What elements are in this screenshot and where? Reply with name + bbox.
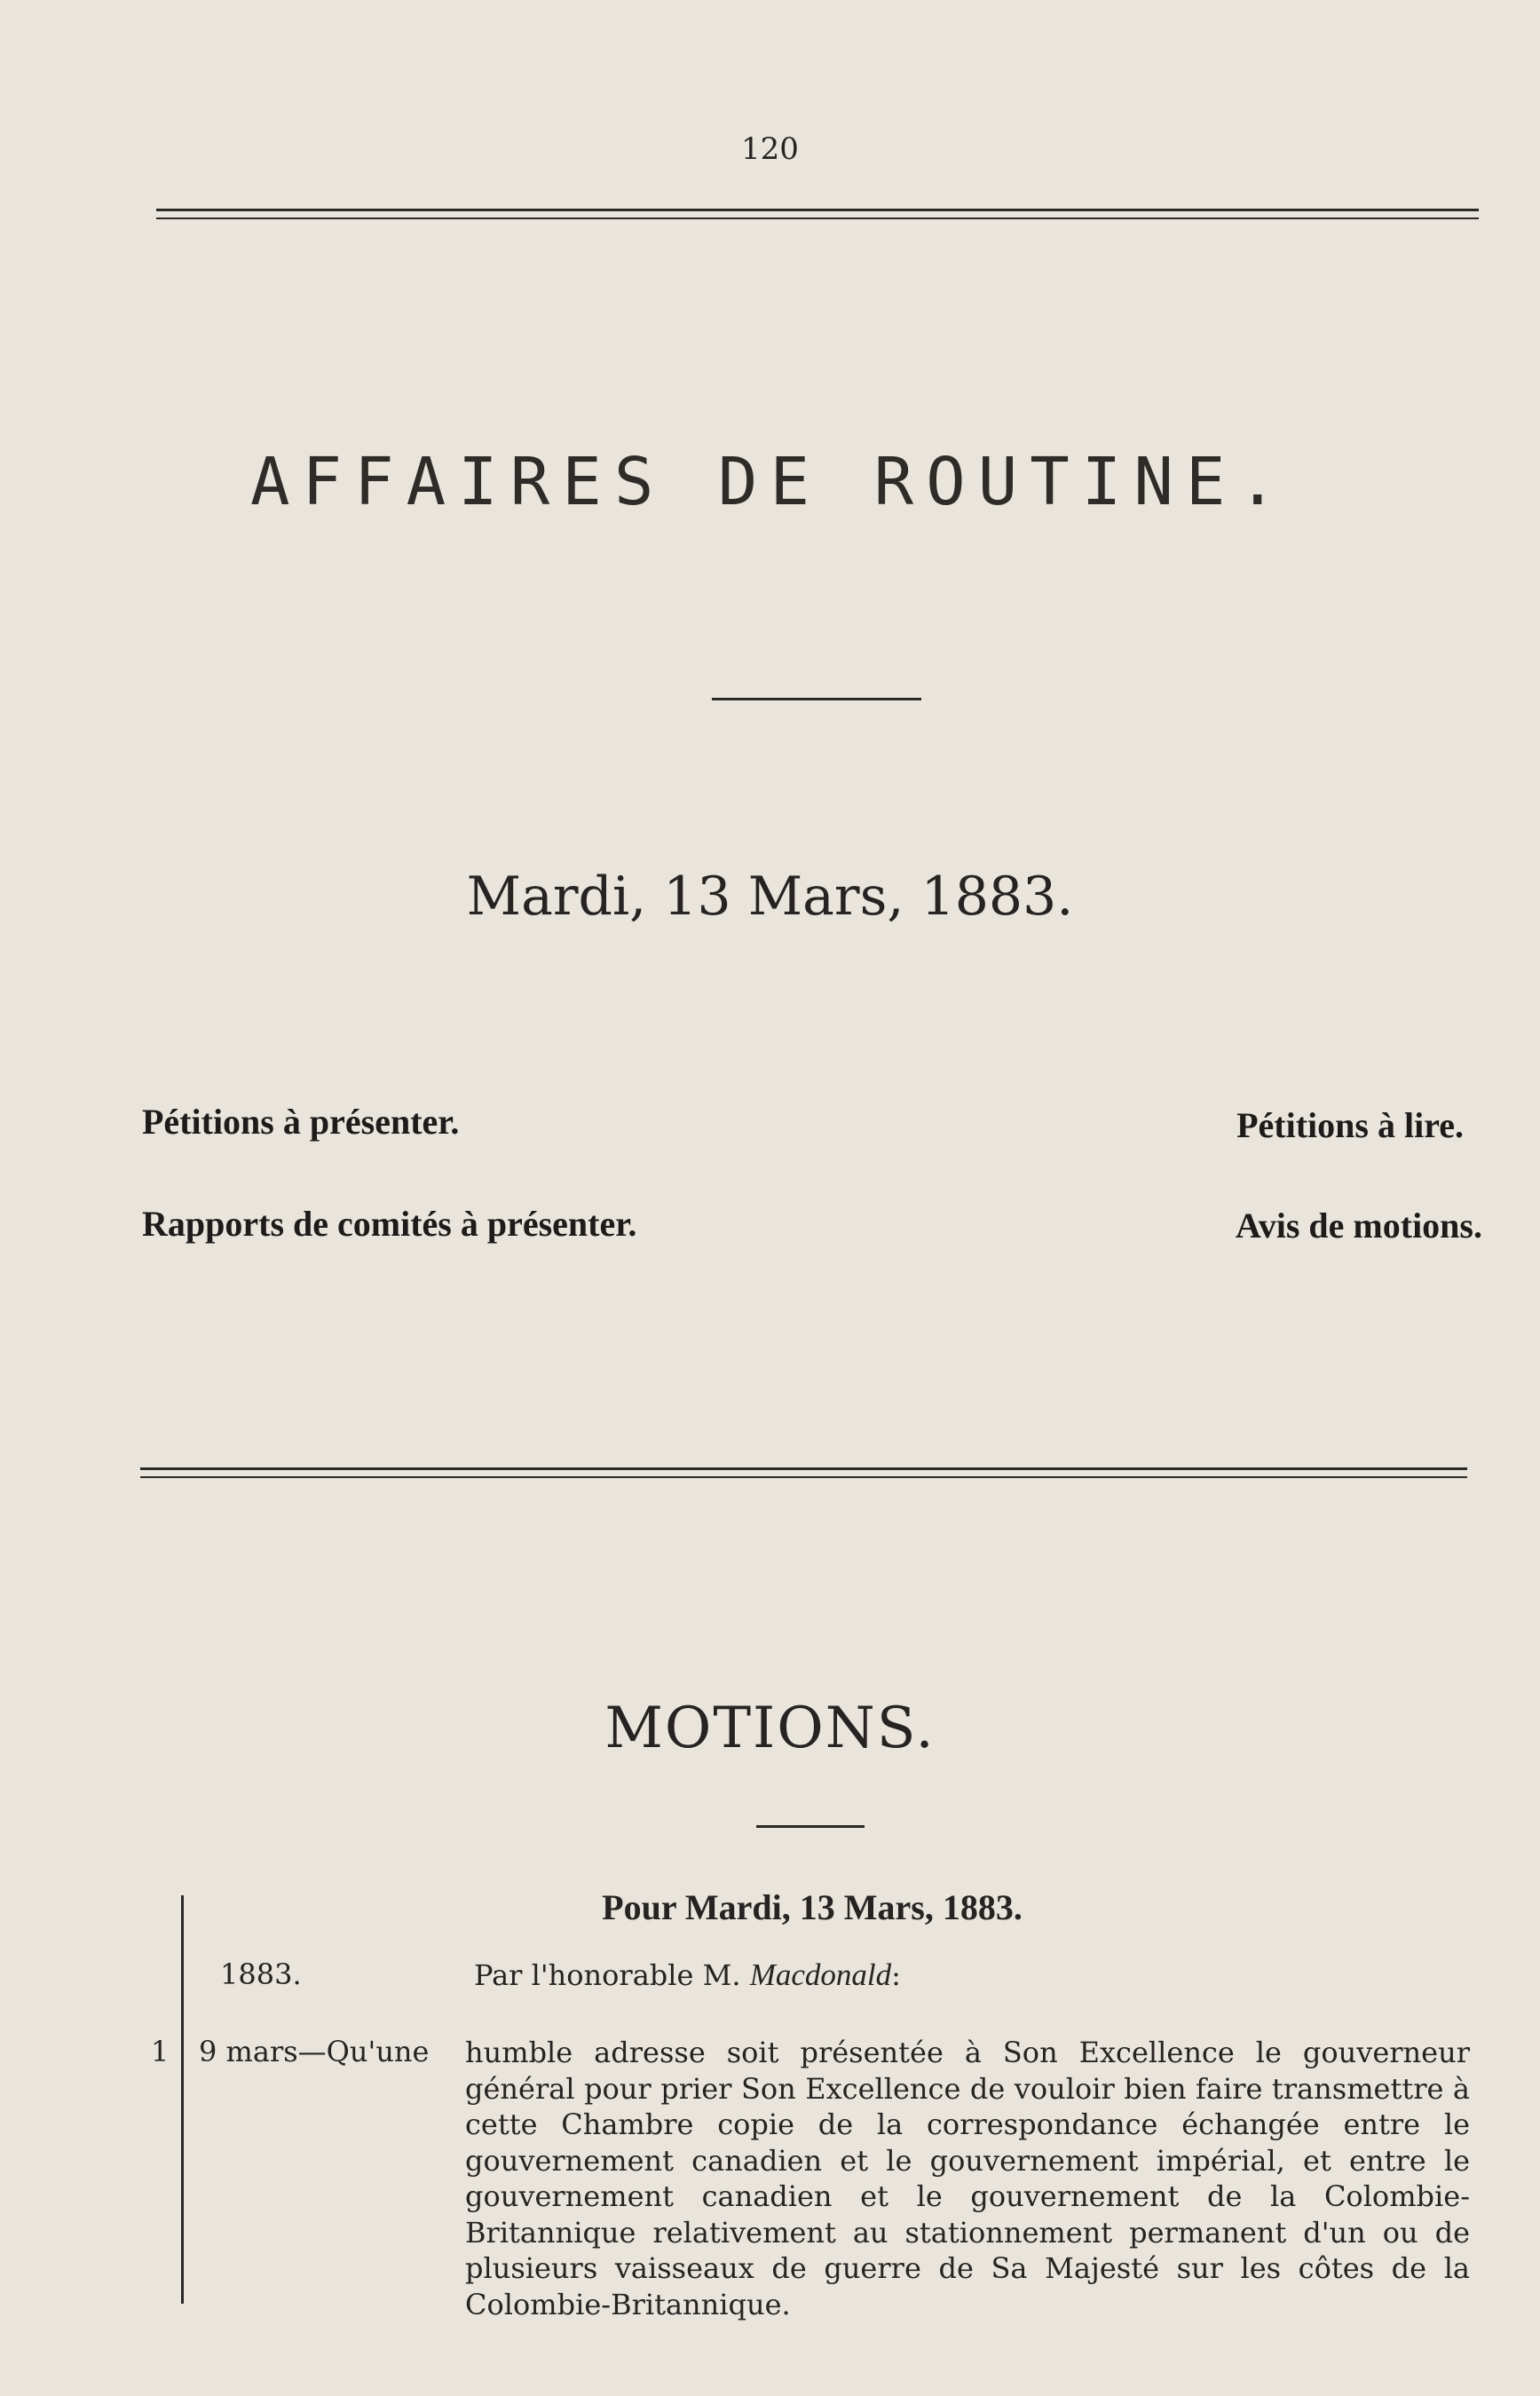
routine-petitions-to-present: Pétitions à présenter.: [142, 1102, 460, 1142]
margin-vertical-rule: [181, 1895, 184, 2304]
routine-committee-reports: Rapports de comités à présenter.: [142, 1204, 637, 1244]
motions-short-rule: [756, 1825, 865, 1828]
mover-prefix: Par l'honorable M.: [474, 1958, 741, 1992]
routine-notices-of-motions: Avis de motions.: [1235, 1206, 1482, 1245]
main-heading: AFFAIRES DE ROUTINE.: [249, 444, 1291, 520]
motion-date-heading: Pour Mardi, 13 Mars, 1883.: [602, 1887, 1023, 1927]
heading-short-rule: [712, 698, 921, 700]
top-double-rule: [156, 209, 1479, 211]
motion-number: 1: [151, 2035, 170, 2068]
motions-title: MOTIONS.: [604, 1696, 936, 1761]
motion-date: 9 mars—Qu'une: [199, 2035, 430, 2068]
motion-text: humble adresse soit présentée à Son Excellence le gouverneur général pour prier Son Excellence de vouloir bien faire transmettre à cette Chambre copie de la correspondance échangée entre le gouvernement canadien et le gouvernement impérial, et entre le gouvernement canadien et le gouvernement de la Colombie-Britannique relativement au stationnement permanent d'un ou de plusieurs vaisseaux de guerre de Sa Majesté sur les côtes de la Colombie-Britannique.: [465, 2036, 1470, 2321]
mover-line: [474, 1957, 901, 1993]
sitting-date: Mardi, 13 Mars, 1883.: [466, 866, 1074, 928]
routine-petitions-to-read: Pétitions à lire.: [1236, 1105, 1464, 1145]
mover-suffix: :: [891, 1958, 901, 1992]
middle-double-rule: [140, 1467, 1467, 1470]
page-number: 120: [741, 131, 799, 167]
mover-name: Macdonald: [749, 1957, 892, 1992]
motion-year: 1883.: [220, 1957, 302, 1991]
